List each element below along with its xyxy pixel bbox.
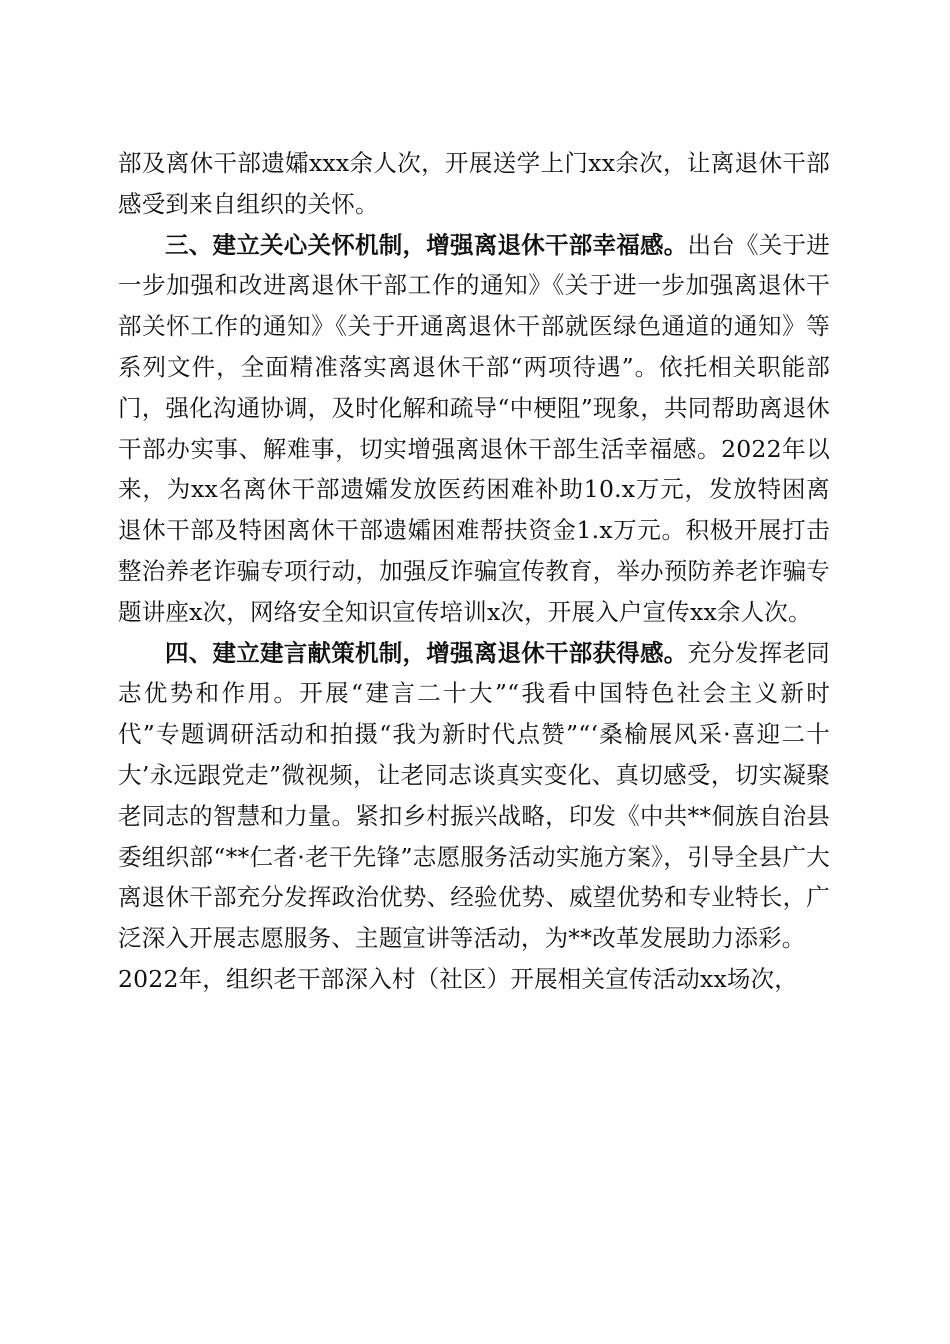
paragraph-section-three — [118, 225, 830, 633]
paragraph-trailing — [118, 959, 830, 1000]
section-three-heading: 三、建立关心关怀机制，增强离退休干部幸福感。 — [165, 230, 688, 259]
paragraph-text: 2022年，组织老干部深入村（社区）开展相关宣传活动xx场次， — [118, 964, 799, 993]
paragraph-text: 充分发挥老同志优势和作用。开展“建言二十大”“我看中国特色社会主义新时代”专题调研活动和拍摄“我为新时代点赞”“‘桑榆展风采·喜迎二十大’永远跟党走”微视频，让老同志谈真实变化、真切感受，切实凝聚老同志的智慧和力量。紧扣乡村振兴战略，印发《中共**侗族自治县委组织部“**仁者·老干先锋”志愿服务活动实施方案》，引导全县广大离退休干部充分发挥政治优势、经验优势、威望优势和专业特长，广泛深入开展志愿服务、主题宣讲等活动，为**改革发展助力添彩。 — [118, 638, 831, 953]
section-four-heading: 四、建立建言献策机制，增强离退休干部获得感。 — [165, 638, 688, 667]
paragraph-text: 出台《关于进一步加强和改进离退休干部工作的通知》《关于进一步加强离退休干部关怀工作的通知》《关于开通离退休干部就医绿色通道的通知》等系列文件，全面精准落实离退休干部“两项待遇”。依托相关职能部门，强化沟通协调，及时化解和疏导“中梗阻”现象，共同帮助离退休干部办实事、解难事，切实增强离退休干部生活幸福感。2022年以来，为xx名离休干部遗孀发放医药困难补助10.x万元，发放特困离退休干部及特困离休干部遗孀困难帮扶资金1.x万元。积极开展打击整治养老诈骗专项行动，加强反诈骗宣传教育，举办预防养老诈骗专题讲座x次，网络安全知识宣传培训x次，开展入户宣传xx余人次。 — [118, 230, 831, 626]
paragraph-text: 部及离休干部遗孀xxx余人次，开展送学上门xx余次，让离退休干部感受到来自组织的关怀。 — [118, 149, 830, 218]
paragraph-continuation — [118, 143, 830, 225]
document-body — [118, 143, 830, 1000]
paragraph-section-four — [118, 633, 830, 959]
